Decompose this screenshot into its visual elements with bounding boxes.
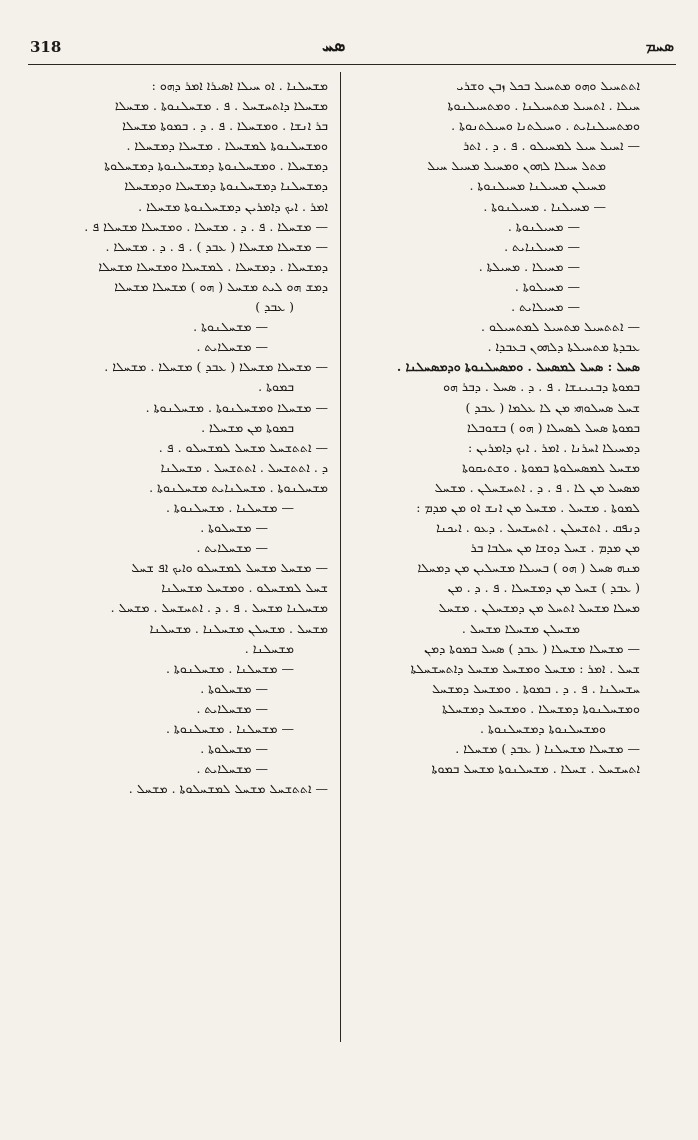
text-line: ܒܡܘܬܐ . xyxy=(258,379,294,395)
text-line: ܕܡܫܚܠܐ . ܕܡܫܚܠܐ . ܠܡܫܚܠܐ ܘܡܫܚܠܐ ܡܫܚܠܐ xyxy=(98,258,328,274)
text-line: — ܡܫܚܠܢܘܬܐ . xyxy=(193,319,268,335)
text-line: ܐܡܪ . ܐܝܟ ܕܐܡܪܝܢ ܕܡܫܚܠܢܘܬܐ ܡܫܚܠܐ . xyxy=(138,198,328,214)
text-line: — ܡܫܚܠܐ ܘܡܫܚܠܢܘܬܐ . ܡܫܚܠܢܘܬܐ . xyxy=(145,399,328,415)
text-line: ܐܬܚܫܚܠ . ܫܚܠܐ . ܡܫܚܠܢܘܬܐ ܡܫܚܠ ܒܡܘܬܐ xyxy=(431,761,640,777)
text-line: — ܡܫܚܠܘܬܐ . xyxy=(200,741,268,757)
text-line: — ܡܫܚܠܘܬܐ . xyxy=(200,680,268,696)
text-line: ܒܡܘܬܐ ܕܒܢܝܢܫܐ . ܦ . ܕ . ܣܚܠ . ܕܒܪ ܗܘ xyxy=(443,379,640,395)
text-line: ܡܢ ܡܕܡ . ܫܚܠ ܕܘܫܐ ܡܢ ܚܠܒܐ ܒܪ xyxy=(470,540,640,556)
text-line: ܒܡܘܬܐ ܡܢ ܡܫܚܠܐ . xyxy=(201,419,294,435)
text-line: — ܡܚܝܠܢܐ . ܡܚܝܠܢܘܬܐ . xyxy=(483,198,606,214)
text-line: ( ܥܒܕ ) xyxy=(255,299,294,315)
page-number: 318 xyxy=(30,38,62,56)
text-line: ܘܡܫܚܠܢܘܬܐ ܕܡܫܚܠܐ . ܘܡܫܚܠ ܕܡܫܚܠܬܐ xyxy=(442,700,640,716)
text-line: — ܡܫܚܠܐܝܬ . xyxy=(196,339,268,355)
text-line: ܡܫܚܠܢܐ ܡܫܚܠ . ܦ . ܕ . ܐܬܚܫܚܠ . ܡܫܚܠ . xyxy=(110,600,328,616)
text-line: ܥܒܕܬܐ ܡܬܚܝܠܬܐ ܕܠܗܘܢ ܒܥܒܕܐ . xyxy=(487,339,640,355)
text-line: ܐܬܬܚܝܠ ܘܗܘ ܡܬܚܝܠ ܒܟܠ ܙܒܢ ܘܫܪܝ xyxy=(456,78,640,93)
text-line: ܡܫܚܠ ܠܡܣܚܠܘܬܐ ܒܡܘܬܐ . ܘܫܬܝܩܘܬܐ xyxy=(462,459,640,475)
text-line: ܒܪ ܐܢܫܐ . ܘܡܫܚܠܐ . ܦ . ܕ . ܒܡܘܬܐ ܡܫܚܠܐ xyxy=(122,118,328,134)
text-line: ܒܡܘܬܐ ܣܚܠ ܠܣܚܠܐ ( ܗܘ ) ܒܫܘܒܠܐ xyxy=(467,419,640,435)
text-line: — ܡܫܚܠܢܐ . ܡܫܚܠܢܘܬܐ . xyxy=(165,660,294,676)
text-line: ܡܫܚܠܢܘܬܐ . ܡܫܚܠܢܐܝܬ ܡܫܚܠܢܘܬܐ . xyxy=(149,479,328,495)
dictionary-page xyxy=(28,22,676,1112)
text-line: ܘܡܫܚܠܢܘܬܐ ܠܡܫܚܠܐ . ܡܫܚܠܐ ܕܡܫܚܠܐ . xyxy=(126,138,328,154)
text-line: — ܡܫܚܠܐ ܡܫܚܠܐ ( ܥܒܕ ) ܡܫܚܠܐ . ܡܫܚܠܐ . xyxy=(104,359,328,375)
text-line: ܘܡܫܚܠܢܘܬܐ ܕܡܫܚܠܢܘܬܐ . xyxy=(480,721,606,736)
text-line: ܡܫܚܠܐ ܕܐܬܚܫܚܠ . ܦ . ܡܫܚܠܢܘܬܐ . ܡܫܚܠܐ xyxy=(114,98,328,114)
text-line: ܡܫܚܠ . ܡܫܚܠܢ ܡܫܚܠܢܐ . ܡܫܚܠܢܐ xyxy=(149,620,328,636)
text-line: ܣܚܠ : ܣܚܠ ܠܡܣܚܠ . ܘܡܣܚܠܢܘܬܐ ܘܕܡܣܚܠܢܐ . xyxy=(396,359,640,375)
text-line: — ܡܚܝܠܘܬܐ . xyxy=(514,278,580,294)
text-line: — ܐܬܬܚܝܠ ܡܬܚܝܠ ܠܡܬܚܝܠܘ . xyxy=(481,319,640,335)
text-line: ܕܡܫܚܠܐ . ܘܡܫܚܠܢܘܬܐ ܕܡܫܚܠܢܘܬܐ ܕܡܫܚܠܘܬܐ xyxy=(104,158,328,174)
text-line: ܫܚܠ ܣܚܠܘܗܝ ܡܢ ܠܐ ܥܠܡܐ ( ܥܒܕ ) xyxy=(465,399,640,415)
text-line: ( ܥܒܕ ) ܫܚܠ ܡܢ ܕܡܫܚܠܐ . ܦ . ܕ . ܡܢ xyxy=(447,580,640,596)
text-line: ܫܚܠ ܠܡܫܚܠܘ . ܘܡܫܚܠ ܡܫܚܠܢܐ xyxy=(161,580,328,596)
text-line: — ܡܚܝܠܢܐܝܬ . xyxy=(504,238,580,254)
text-line: — ܐܬܬܫܚܠ ܡܫܚܠ ܠܡܫܚܠܘ . ܦ . xyxy=(158,439,328,455)
text-line: ܡܢܗ ܣܚܠ ( ܗܘ ) ܒܚܝܠܐ ܡܫܚܠܝܢ ܡܢ ܕܡܚܠܐ xyxy=(417,560,640,576)
header-rule xyxy=(28,64,676,65)
text-line: — ܡܫܚܠܐܝܬ . xyxy=(196,540,268,556)
text-line: ܕܢܦܩ . ܐܬܫܚܠܢ . ܐܬܚܫܚܠ . ܕܥܘ . ܐܝܟܢܐ xyxy=(436,520,640,536)
text-line: — ܡܫܚܠܢܐ . ܡܫܚܠܢܘܬܐ . xyxy=(165,721,294,736)
running-head: ܣܚ xyxy=(322,36,346,56)
text-line: ܫܚܠ . ܐܡܪ : ܡܫܚܠ ܘܡܫܚܠ ܡܫܚܠ ܕܐܬܚܫܚܠܬܐ xyxy=(410,660,640,676)
text-line: — ܡܚܝܠܐ . ܡܚܝܠܬܐ . xyxy=(478,258,580,274)
text-line: — ܡܫܚܠܐ ܡܫܚܠܐ ( ܥܒܕ ) . ܦ . ܕ . ܡܫܚܠܐ . xyxy=(105,238,328,254)
text-line: ܘܡܬܚܝܠܢܐܝܬ . ܘܚܝܠܬܢܐ ܘܚܝܠܬܢܘܬܐ . xyxy=(451,118,640,134)
text-line: ܚܝܠܐ . ܐܬܚܝܠ ܡܬܚܝܠܢܐ . ܘܡܬܚܝܠܢܘܬܐ xyxy=(447,98,640,114)
right-column xyxy=(348,76,640,1036)
text-line: — ܡܚܝܠܐܝܬ . xyxy=(511,299,580,315)
text-line: — ܡܫܚܠܢܐ . ܡܫܚܠܢܘܬܐ . xyxy=(165,499,294,515)
text-line: — ܡܫܚܠܐܝܬ . xyxy=(196,700,268,716)
page-header xyxy=(28,38,676,60)
text-line: ܡܬܠ ܚܝܠܐ ܠܗܘܢ ܘܡܚܝܠ ܡܚܝܠ ܚܝܠ xyxy=(427,158,606,174)
text-line: ܚܫܚܠܢܐ . ܦ . ܕ . ܒܡܘܬܐ . ܘܡܫܚܠ ܕܡܫܚܠ xyxy=(431,680,640,696)
text-line: — ܡܫܚܠܐ ܡܫܚܠܢܐ ( ܥܒܕ ) ܡܫܚܠܐ . xyxy=(455,741,640,757)
text-line: — ܐܚܝܠ ܚܝܠ ܠܡܚܝܠܘ . ܦ . ܕ . ܐܬܪ xyxy=(463,138,640,154)
text-line: — ܐܬܬܫܚܠ ܡܫܚܠ ܠܡܫܚܠܘܬܐ . ܡܫܚܠ . xyxy=(128,781,328,797)
text-line: ܡܫܚܠܢ ܡܫܚܠܐ ܡܫܚܠ . xyxy=(461,620,580,636)
text-line: ܡܚܠܐ ܡܫܚܠ ܐܬܚܠ ܡܢ ܕܡܫܚܠܢ . ܡܫܚܠ xyxy=(438,600,640,616)
text-line: ܡܚܝܠܢ ܡܚܝܠܢܐ ܡܚܝܠܢܘܬܐ . xyxy=(469,178,606,194)
text-line: — ܡܫܚܠܐܝܬ . xyxy=(196,761,268,777)
text-line: — ܡܚܝܠܢܘܬܐ . xyxy=(507,218,580,234)
left-column xyxy=(36,76,328,1036)
text-line: ܡܫܚܠܢܐ . xyxy=(244,640,294,656)
text-line: ܡܣܚܠ ܡܢ ܠܐ . ܦ . ܕ . ܐܬܚܫܚܠܢ . ܡܫܚܠ xyxy=(434,479,640,495)
column-divider xyxy=(340,72,341,1042)
text-line: ܡܫܚܠܢܐ . ܐܘ ܚܝܠܐ ܐܣܝܪܐ ܐܡܪ ܕܗܘ : xyxy=(151,78,328,93)
text-line: ܕ . ܐܬܬܫܚܠ . ܐܬܬܫܚܠ . ܡܫܚܠܢܐ xyxy=(160,459,328,475)
text-line: ܕܡܫܚܠܢܐ ܕܡܫܚܠܢܘܬܐ ܕܡܫܚܠܐ ܘܕܡܫܚܠܐ xyxy=(124,178,328,194)
text-line: ܕܡܫ ܗܘ ܠܝܬ ܡܫܚܠ ( ܗܘ ) ܡܫܚܠܐ ܡܫܚܠܐ xyxy=(114,278,328,294)
text-line: — ܡܫܚܠܐ ܡܫܚܠܐ ( ܥܒܕ ) ܣܚܠ ܒܡܘܬܐ ܕܡܢ xyxy=(424,640,640,656)
text-line: ܠܡܘܬܐ . ܡܫܚܠ . ܡܫܚܠ ܡܢ ܐܢܫ ܐܘ ܡܢ ܡܕܡ : xyxy=(416,499,640,515)
text-line: — ܡܫܚܠ ܡܫܚܠ ܠܡܫܚܠܘ ܘܐܝܟ ܐܦ ܫܚܠ xyxy=(131,560,328,576)
text-line: ܕܡܚܝܠܐ ܐܚܪܢܐ . ܐܡܪ . ܐܝܟ ܕܐܡܪܝܢ : xyxy=(467,439,640,455)
text-line: — ܡܫܚܠܐ . ܦ . ܕ . ܡܫܚܠܐ . ܘܡܫܚܠܐ ܡܫܚܠܐ ܦ . xyxy=(84,218,328,234)
text-line: — ܡܫܚܠܘܬܐ . xyxy=(200,520,268,536)
catchword: ܣܚܡ xyxy=(645,37,674,55)
